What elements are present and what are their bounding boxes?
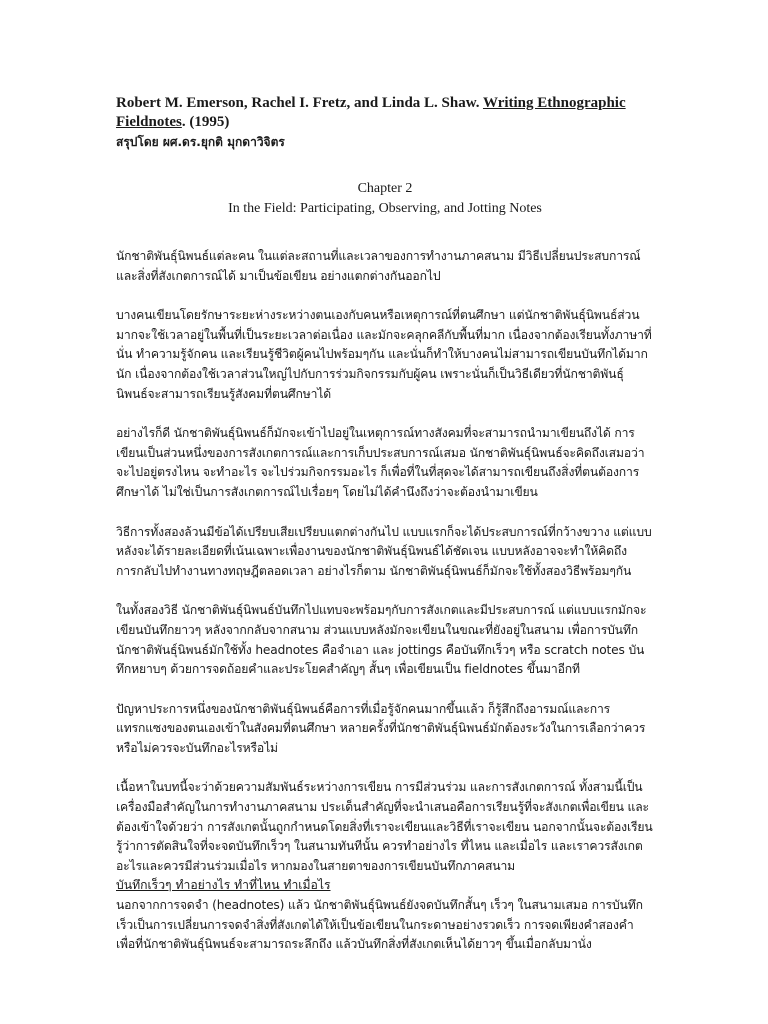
citation-year: . (1995) bbox=[181, 114, 230, 130]
citation-book-title: Writing Ethnographic Fieldnotes bbox=[116, 95, 626, 130]
paragraph-2: บางคนเขียนโดยรักษาระยะห่างระหว่างตนเองกับคนหรือเหตุการณ์ที่ตนศึกษา แต่นักชาติพันธุ์นิพนธ์ส่วนมากจะใช้เวลาอยู่ในพื้นที่เป็นระยะเวลาต่อเนื่อง และมักจะคลุกคลีกับพื้นที่มาก เนื่องจากต้องเรียนทั้งภาษาที่นั่น ทำความรู้จักคน และเรียนรู้ชีวิตผู้คนไปพร้อมๆกัน และนั่นก็ทำให้บางคนไม่สามารถเขียนบันทึกได้มากนัก เนื่องจากต้องใช้เวลาส่วนใหญ่ไปกับการร่วมกิจกรรมกับผู้คน เพราะนั่นก็เป็นวิธีเดียวที่นักชาติพันธุ์นิพนธ์จะสามารถเรียนรู้สังคมที่ตนศึกษาได้ bbox=[116, 308, 652, 401]
section-body: นอกจากการจดจำ (headnotes) แล้ว นักชาติพันธุ์นิพนธ์ยังจดบันทึกสั้นๆ เร็วๆ ในสนามเสมอ การบันทึกเร็วเป็นการเปลี่ยนการจดจำสิ่งที่สังเกตได้ให้เป็นข้อเขียนในกระดาษอย่างรวดเร็ว การจดเพียงคำสองคำ เพื่อที่นักชาติพันธุ์นิพนธ์จะสามารถระลึกถึง แล้วบันทึกสิ่งที่สังเกตเห็นได้ยาวๆ ขึ้นเมื่อกลับมานั่ง bbox=[116, 898, 643, 952]
paragraph-6: ปัญหาประการหนึ่งของนักชาติพันธุ์นิพนธ์คือการที่เมื่อรู้จักคนมากขึ้นแล้ว ก็รู้สึกถึงอารมณ์และการแทรกแซงของตนเองเข้าในสังคมที่ตนศึกษา หลายครั้งที่นักชาติพันธุ์นิพนธ์มักต้องระวังในการเลือกว่าควรหรือไม่ควรจะบันทึกอะไรหรือไม่ bbox=[116, 701, 646, 755]
chapter-number: Chapter 2 bbox=[357, 181, 413, 196]
citation-authors: Robert M. Emerson, Rachel I. Fretz, and Linda L. Shaw. bbox=[116, 95, 480, 111]
paragraph-5: ในทั้งสองวิธี นักชาติพันธุ์นิพนธ์บันทึกไปแทบจะพร้อมๆกับการสังเกตและมีประสบการณ์ แต่แบบแรกมักจะเขียนบันทึกยาวๆ หลังจากกลับจากสนาม ส่วนแบบหลังมักจะเขียนในขณะที่ยังอยู่ในสนาม เพื่อการบันทึก นักชาติพันธุ์นิพนธ์มักใช้ทั้ง headnotes คือจำเอา และ jottings คือบันทึกเร็วๆ หรือ scratch notes บันทึกหยาบๆ ด้วยการจดถ้อยคำและประโยคสำคัญๆ สั้นๆ เพื่อเขียนเป็น fieldnotes ขึ้นมาอีกที bbox=[116, 603, 647, 677]
paragraph-4: วิธีการทั้งสองล้วนมีข้อได้เปรียบเสียเปรียบแตกต่างกันไป แบบแรกก็จะได้ประสบการณ์ที่กว้างขวาง แต่แบบหลังจะได้รายละเอียดที่เน้นเฉพาะเพื่องานของนักชาติพันธุ์นิพนธ์ได้ชัดเจน แบบหลังอาจจะทำให้คิดถึงการกลับไปทำงานทางทฤษฎีตลอดเวลา อย่างไรก็ตาม นักชาติพันธุ์นิพนธ์ก็มักจะใช้ทั้งสองวิธีพร้อมๆกัน bbox=[116, 524, 652, 578]
section-heading: บันทึกเร็วๆ ทำอย่างไร ทำที่ไหน ทำเมื่อไร bbox=[116, 878, 331, 893]
document-content bbox=[116, 94, 654, 955]
paragraph-1: นักชาติพันธุ์นิพนธ์แต่ละคน ในแต่ละสถานที่และเวลาของการทำงานภาคสนาม มีวิธีเปลี่ยนประสบการณ์และสิ่งที่สังเกตการณ์ได้ มาเป็นข้อเขียน อย่างแตกต่างกันออกไป bbox=[116, 249, 641, 283]
chapter-heading bbox=[116, 179, 654, 219]
paragraph-7: เนื้อหาในบทนี้จะว่าด้วยความสัมพันธ์ระหว่างการเขียน การมีส่วนร่วม และการสังเกตการณ์ ทั้งสามนี้เป็นเครื่องมือสำคัญในการทำงานภาคสนาม ประเด็นสำคัญที่จะนำเสนอคือการเรียนรู้ที่จะสังเกตเพื่อเขียน และต้องเข้าใจด้วยว่า การสังเกตนั้นถูกกำหนดโดยสิ่งที่เราจะเขียนและวิธีที่เราจะเขียน นอกจากนั้นจะต้องเรียนรู้ว่าการตัดสินใจที่จะจดบันทึกเร็วๆ ในสนามทันทีนั้น ควรทำอย่างไร ที่ไหน และเมื่อไร และเราควรสังเกตอะไรและควรมีส่วนร่วมเมื่อไร หากมองในสายตาของการเขียนบันทึกภาคสนาม bbox=[116, 780, 653, 873]
book-citation bbox=[116, 94, 654, 132]
summary-by-line: สรุปโดย ผศ.ดร.ยุกติ มุกดาวิจิตร bbox=[116, 135, 285, 149]
chapter-title: In the Field: Participating, Observing, and Jotting Notes bbox=[228, 201, 542, 216]
paragraph-3: อย่างไรก็ดี นักชาติพันธุ์นิพนธ์ก็มักจะเข้าไปอยู่ในเหตุการณ์ทางสังคมที่จะสามารถนำมาเขียนถึงได้ การเขียนเป็นส่วนหนึ่งของการสังเกตการณ์และการเก็บประสบการณ์เสมอ นักชาติพันธุ์นิพนธ์จะคิดถึงเสมอว่าจะไปอยู่ตรงไหน จะทำอะไร จะไปร่วมกิจกรรมอะไร ก็เพื่อที่ในที่สุดจะได้สามารถเขียนถึงสิ่งที่ตนต้องการศึกษาได้ ไม่ใช่เป็นการสังเกตการณ์ไปเรื่อยๆ โดยไม่ได้คำนึงถึงว่าจะต้องนำมาเขียน bbox=[116, 426, 645, 499]
